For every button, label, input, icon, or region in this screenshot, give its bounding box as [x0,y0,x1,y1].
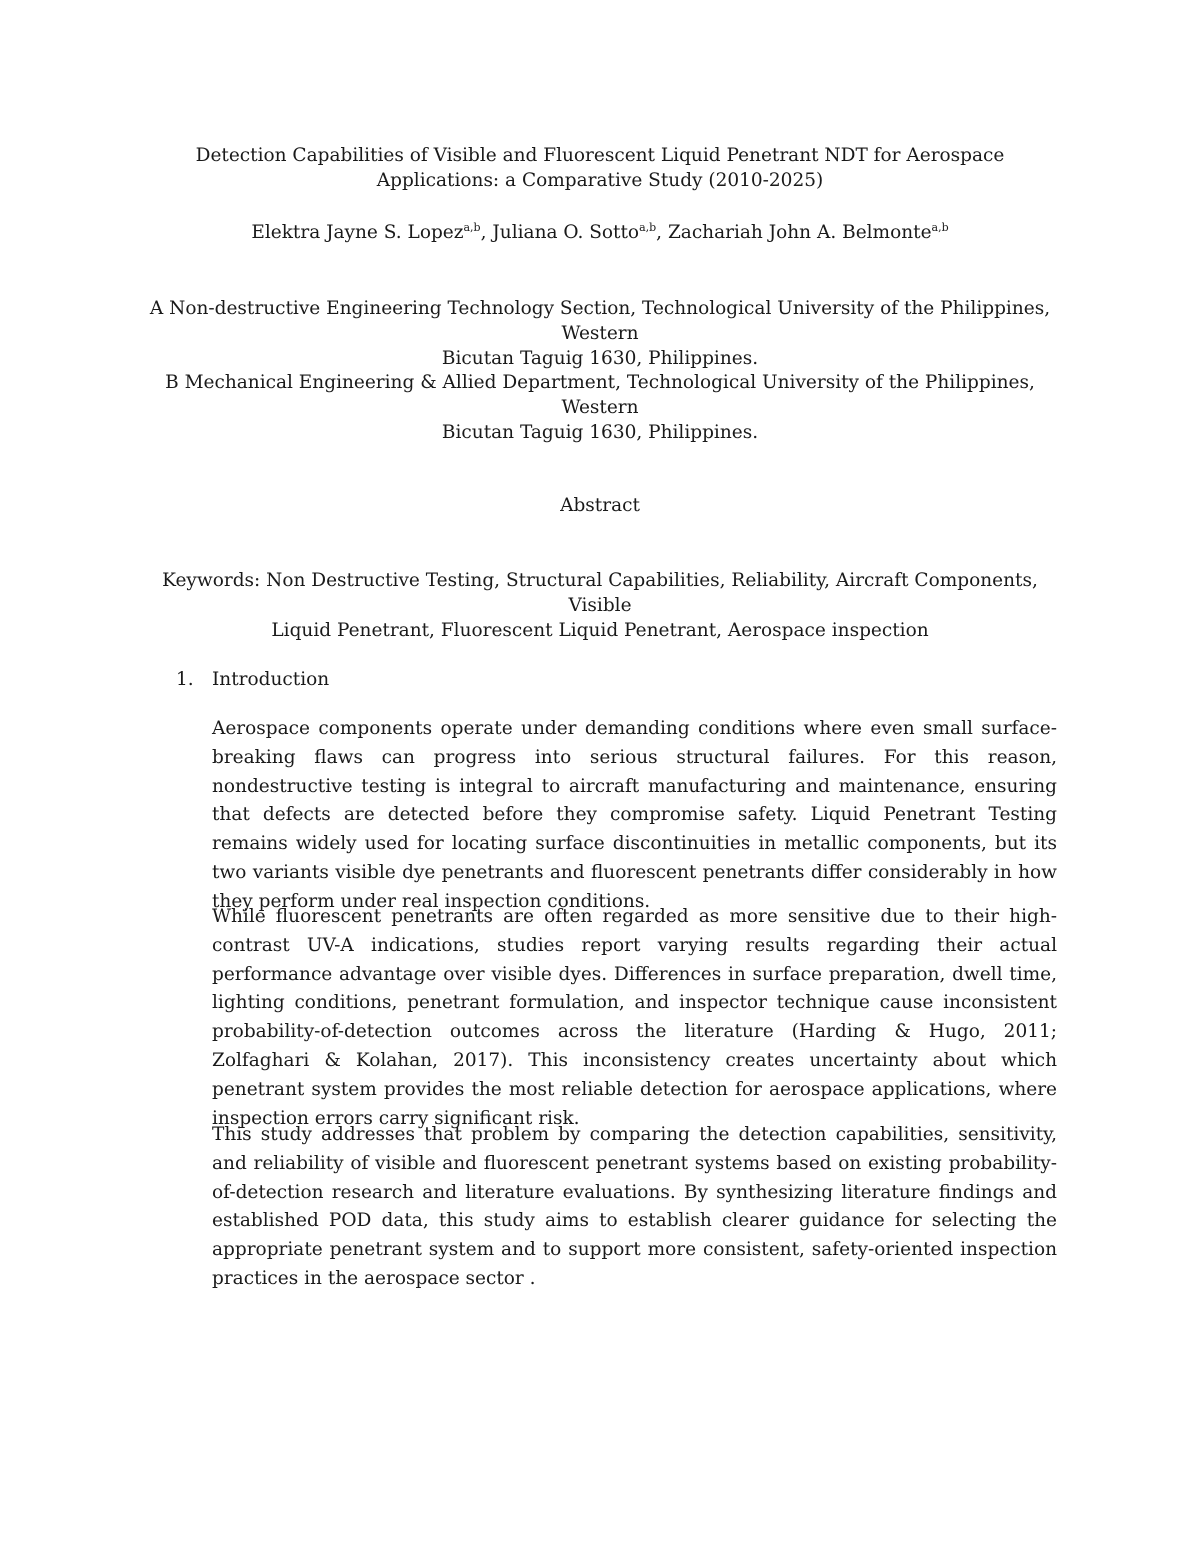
author-affiliation-marker: a,b [463,220,481,234]
author-separator: , [480,222,493,243]
keywords [140,568,1060,643]
affiliation-a-line-1: A Non-destructive Engineering Technology Section, Technological University of the Philippines, Western [149,298,1051,344]
author-affiliation-marker: a,b [931,220,949,234]
author-name: Juliana O. Sotto [492,222,640,243]
author-separator: , [656,222,668,243]
affiliation-a [140,296,1060,371]
author-name: Elektra Jayne S. Lopez [251,222,464,243]
keywords-line-1: Keywords: Non Destructive Testing, Structural Capabilities, Reliability, Aircraft Components, Visible [162,570,1038,616]
affiliation-b-line-2: Bicutan Taguig 1630, Philippines. [441,422,759,443]
intro-paragraph-1: Aerospace components operate under demanding conditions where even small surface-breaking flaws can progress into serious structural failures. For this reason, nondestructive testing is integral to aircraft manufacturing and maintenance, ensuring that defects are detected before they compromise safety. Liquid Penetrant Testing remains widely used for locating surface discontinuities in metallic components, but its two variants visible dye penetrants and fluorescent penetrants differ considerably in how they perform under real inspection conditions. [212,718,1057,912]
keywords-line-2: Liquid Penetrant, Fluorescent Liquid Penetrant, Aerospace inspection [271,620,929,641]
section-heading-introduction [176,667,329,692]
title-line-1: Detection Capabilities of Visible and Fluorescent Liquid Penetrant NDT for Aerospace [195,145,1005,166]
affiliation-a-line-2: Bicutan Taguig 1630, Philippines. [441,348,759,369]
author-list [140,220,1060,245]
author-affiliation-marker: a,b [639,220,657,234]
section-title: Introduction [212,669,330,690]
title-line-2: Applications: a Comparative Study (2010-2025) [376,170,824,191]
author-name: Zachariah John A. Belmonte [667,222,932,243]
abstract-heading: Abstract [560,495,640,516]
paper-title [140,143,1060,193]
intro-paragraph-3: This study addresses that problem by comparing the detection capabilities, sensitivity, and reliability of visible and fluorescent penetrant systems based on existing probability-of-detection research and literature evaluations. By synthesizing literature findings and established POD data, this study aims to establish clearer guidance for selecting the appropriate penetrant system and to support more consistent, safety-oriented inspection practices in the aerospace sector . [212,1124,1057,1289]
affiliation-b [140,370,1060,445]
section-number: 1. [176,669,194,690]
intro-paragraph-2: While fluorescent penetrants are often regarded as more sensitive due to their high-contrast UV-A indications, studies report varying results regarding their actual performance advantage over visible dyes. Differences in surface preparation, dwell time, lighting conditions, penetrant formulation, and inspector technique cause inconsistent probability-of-detection outcomes across the literature (Harding & Hugo, 2011; Zolfaghari & Kolahan, 2017). This inconsistency creates uncertainty about which penetrant system provides the most reliable detection for aerospace applications, where inspection errors carry significant risk. [212,906,1057,1129]
affiliation-b-line-1: B Mechanical Engineering & Allied Department, Technological University of the Philippines, Western [165,372,1035,418]
